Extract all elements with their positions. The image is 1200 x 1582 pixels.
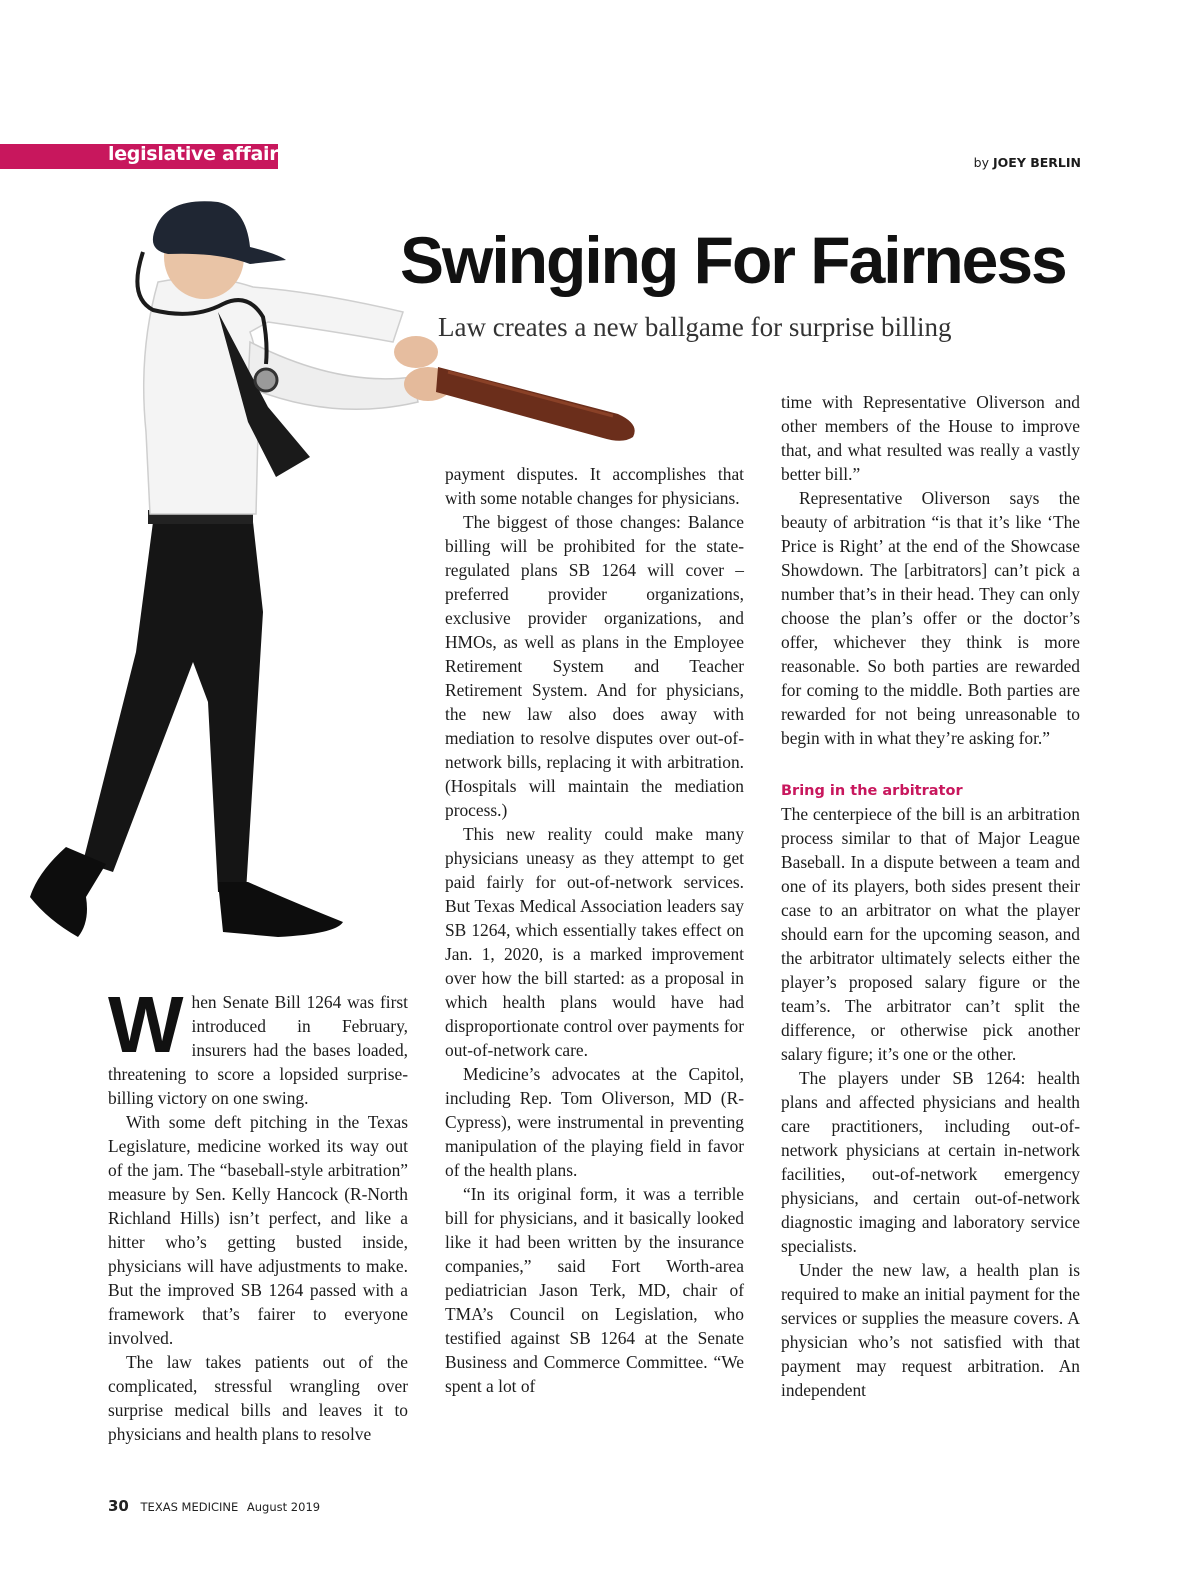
lead-paragraph xyxy=(108,980,408,1110)
magazine-name: TEXAS MEDICINE xyxy=(140,1500,239,1514)
page-number: 30 xyxy=(108,1497,129,1515)
lead-paragraph-text: hen Senate Bill 1264 was first introduced in February, insurers had the bases loaded, threatening to score a lopsided surprise-billing victory on one swing. xyxy=(108,992,408,1108)
body-paragraph: Medicine’s advocates at the Capitol, including Rep. Tom Oliverson, MD (R-Cypress), were instrumental in preventing manipulation of the playing field in favor of the health plans. xyxy=(445,1064,744,1180)
body-paragraph: The centerpiece of the bill is an arbitration process similar to that of Major League Baseball. In a dispute between a team and one of its players, both sides present their case to an arbitrator on what the player should earn for the upcoming season, and the arbitrator ultimately selects either the player’s proposed salary figure or the team’s. The arbitrator can’t split the difference, or otherwise pick another salary figure; it’s one or the other. xyxy=(781,804,1080,1064)
body-paragraph: time with Representative Oliverson and other members of the House to improve that, and what resulted was really a vastly better bill.” xyxy=(781,392,1080,484)
byline xyxy=(974,155,1081,170)
body-paragraph: Representative Oliverson says the beauty of arbitration “is that it’s like ‘The Price is Right’ at the end of the Showcase Showdown. The [arbitrators] can’t pick a number that’s in their head. They can only choose the plan’s offer or the doctor’s offer, whichever they think is more reasonable. So both parties are rewarded for coming to the middle. Both parties are rewarded for not being unreasonable to begin with in what they’re asking for.” xyxy=(781,488,1080,748)
body-paragraph: With some deft pitching in the Texas Legislature, medicine worked its way out of the jam. The “baseball-style arbitration” measure by Sen. Kelly Hancock (R-North Richland Hills) isn’t perfect, and like a hitter who’s getting busted inside, physicians will have adjustments to make. But the improved SB 1264 passed with a framework that’s fairer to everyone involved. xyxy=(108,1112,408,1348)
section-label: legislative affairs xyxy=(108,143,290,165)
article-title: Swinging For Fairness xyxy=(400,223,1066,297)
body-paragraph: “In its original form, it was a terrible bill for physicians, and it basically looked like it had been written by the insurance companies,” said Fort Worth-area pediatrician Jason Terk, MD, chair of TMA’s Council on Legislation, who testified against SB 1264 at the Senate Business and Commerce Committee. “We spent a lot of xyxy=(445,1184,744,1396)
drop-cap: W xyxy=(108,980,184,1069)
section-subheading: Bring in the arbitrator xyxy=(781,783,963,799)
article-subtitle: Law creates a new ballgame for surprise billing xyxy=(438,312,952,342)
article-column-2 xyxy=(445,462,744,1398)
byline-prefix: by xyxy=(973,155,990,170)
body-paragraph: The biggest of those changes: Balance billing will be prohibited for the state-regulated plans SB 1264 will cover – preferred provider organizations, exclusive provider organizations, and HMOs, as well as plans in the Employee Retirement System and Teacher Retirement System. And for physicians, the new law also does away with mediation to resolve disputes over out-of-network bills, replacing it with arbitration. (Hospitals will maintain the mediation process.) xyxy=(445,512,744,820)
byline-author: JOEY BERLIN xyxy=(993,155,1081,170)
issue-date: August 2019 xyxy=(246,1500,321,1514)
page-footer xyxy=(108,1497,320,1515)
body-paragraph: Under the new law, a health plan is required to make an initial payment for the services or supplies the measure covers. A physician who’s not satisfied with that payment may request arbitration. An independent xyxy=(781,1260,1080,1400)
article-column-3 xyxy=(781,390,1080,1402)
body-paragraph: The players under SB 1264: health plans and affected physicians and health care practitioners, including out-of-network physicians at certain in-network facilities, out-of-network emergency physicians, and certain out-of-network diagnostic imaging and laboratory service specialists. xyxy=(781,1068,1080,1256)
body-paragraph: The law takes patients out of the complicated, stressful wrangling over surprise medical bills and leaves it to physicians and health plans to resolve xyxy=(108,1352,408,1444)
article-column-1 xyxy=(108,980,408,1446)
body-paragraph: payment disputes. It accomplishes that with some notable changes for physicians. xyxy=(445,464,744,508)
body-paragraph: This new reality could make many physicians uneasy as they attempt to get paid fairly for out-of-network services. But Texas Medical Association leaders say SB 1264, which essentially takes effect on Jan. 1, 2020, is a marked improvement over how the bill started: as a proposal in which health plans would have had disproportionate control over payments for out-of-network care. xyxy=(445,824,744,1060)
